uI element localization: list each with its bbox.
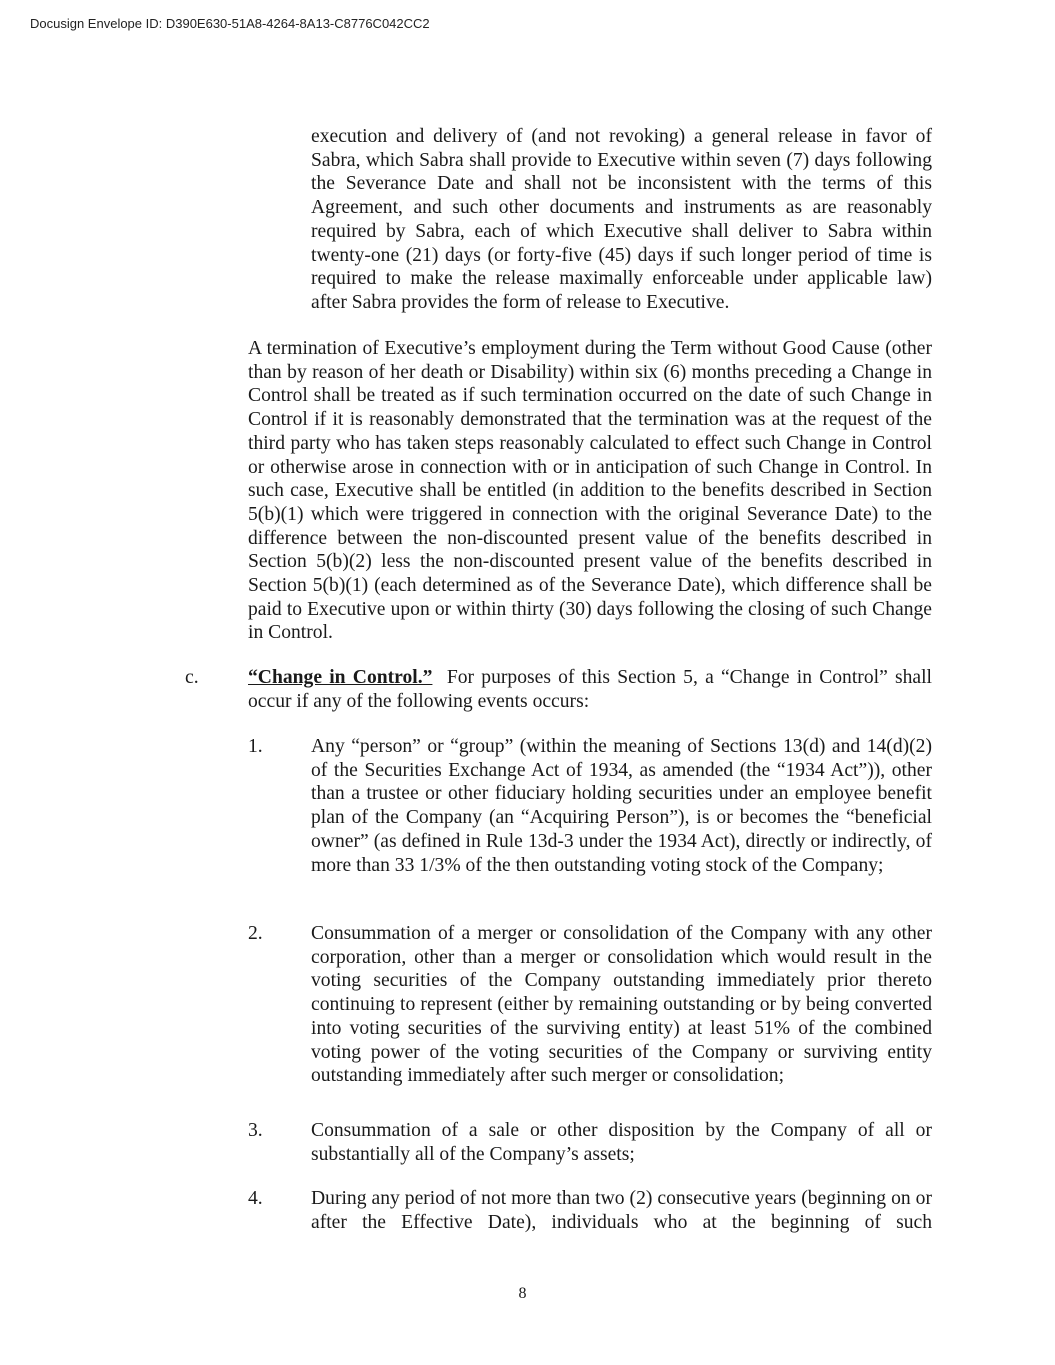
list-item-number: 1. <box>248 736 263 757</box>
list-item: Any “person” or “group” (within the meaning of Sections 13(d) and 14(d)(2) of the Securities Exchange Act of 1934, as amended (the “1934 Act”)), other than a trustee or other fiduciary holding securities under an employee benefit plan of the Company (an “Acquiring Person”), is or becomes the “beneficial owner” (as defined in Rule 13d-3 under the 1934 Act), directly or indirectly, of more than 33 1/3% of the then outstanding voting stock of the Company; <box>311 736 932 876</box>
section-c-intro-text: For purposes of this Section 5, a “Change in Control” shall occur if any of the following events occurs: <box>248 667 937 712</box>
continuation-paragraph: execution and delivery of (and not revoking) a general release in favor of Sabra, which Sabra shall provide to Executive within seven (7) days following the Severance Date and shall not be inconsistent with the terms of this Agreement, and such other documents and instruments as are reasonably required by Sabra, each of which Executive shall deliver to Sabra within twenty-one (21) days (or forty-five (45) days if such longer period of time is required to make the release maximally enforceable under applicable law) after Sabra provides the form of release to Executive. <box>311 126 932 313</box>
list-item: During any period of not more than two (2) consecutive years (beginning on or after the Effective Date), individuals who at the beginning of such <box>311 1188 932 1233</box>
section-c-label: c. <box>185 667 199 688</box>
list-item-number: 3. <box>248 1120 263 1141</box>
page-number: 8 <box>518 1285 527 1302</box>
section-c-intro <box>248 666 937 713</box>
list-item: Consummation of a sale or other disposition by the Company of all or substantially all of the Company’s assets; <box>311 1120 932 1165</box>
list-item-number: 4. <box>248 1188 263 1209</box>
termination-paragraph: A termination of Executive’s employment during the Term without Good Cause (other than by reason of her death or Disability) within six (6) months preceding a Change in Control shall be treated as if such termination occurred on the date of such Change in Control if it is reasonably demonstrated that the termination was at the request of the third party who has taken steps reasonably calculated to effect such Change in Control or otherwise arose in connection with or in anticipation of such Change in Control. In such case, Executive shall be entitled (in addition to the benefits described in Section 5(b)(1) which were triggered in connection with the original Severance Date) to the difference between the non-discounted present value of the benefits described in Section 5(b)(2) less the non-discounted present value of the benefits described in Section 5(b)(1) (each determined as of the Severance Date), which difference shall be paid to Executive upon or within thirty (30) days following the closing of such Change in Control. <box>248 338 932 644</box>
envelope-id: Docusign Envelope ID: D390E630-51A8-4264-8A13-C8776C042CC2 <box>30 16 430 31</box>
list-item: Consummation of a merger or consolidation of the Company with any other corporation, other than a merger or consolidation which would result in the voting securities of the Company outstanding immediately prior thereto continuing to represent (either by remaining outstanding or by being converted into voting securities of the surviving entity) at least 51% of the combined voting power of the voting securities of the Company or surviving entity outstanding immediately after such merger or consolidation; <box>311 923 932 1087</box>
list-item-number: 2. <box>248 923 263 944</box>
section-c-heading: “Change in Control.” <box>248 667 433 688</box>
